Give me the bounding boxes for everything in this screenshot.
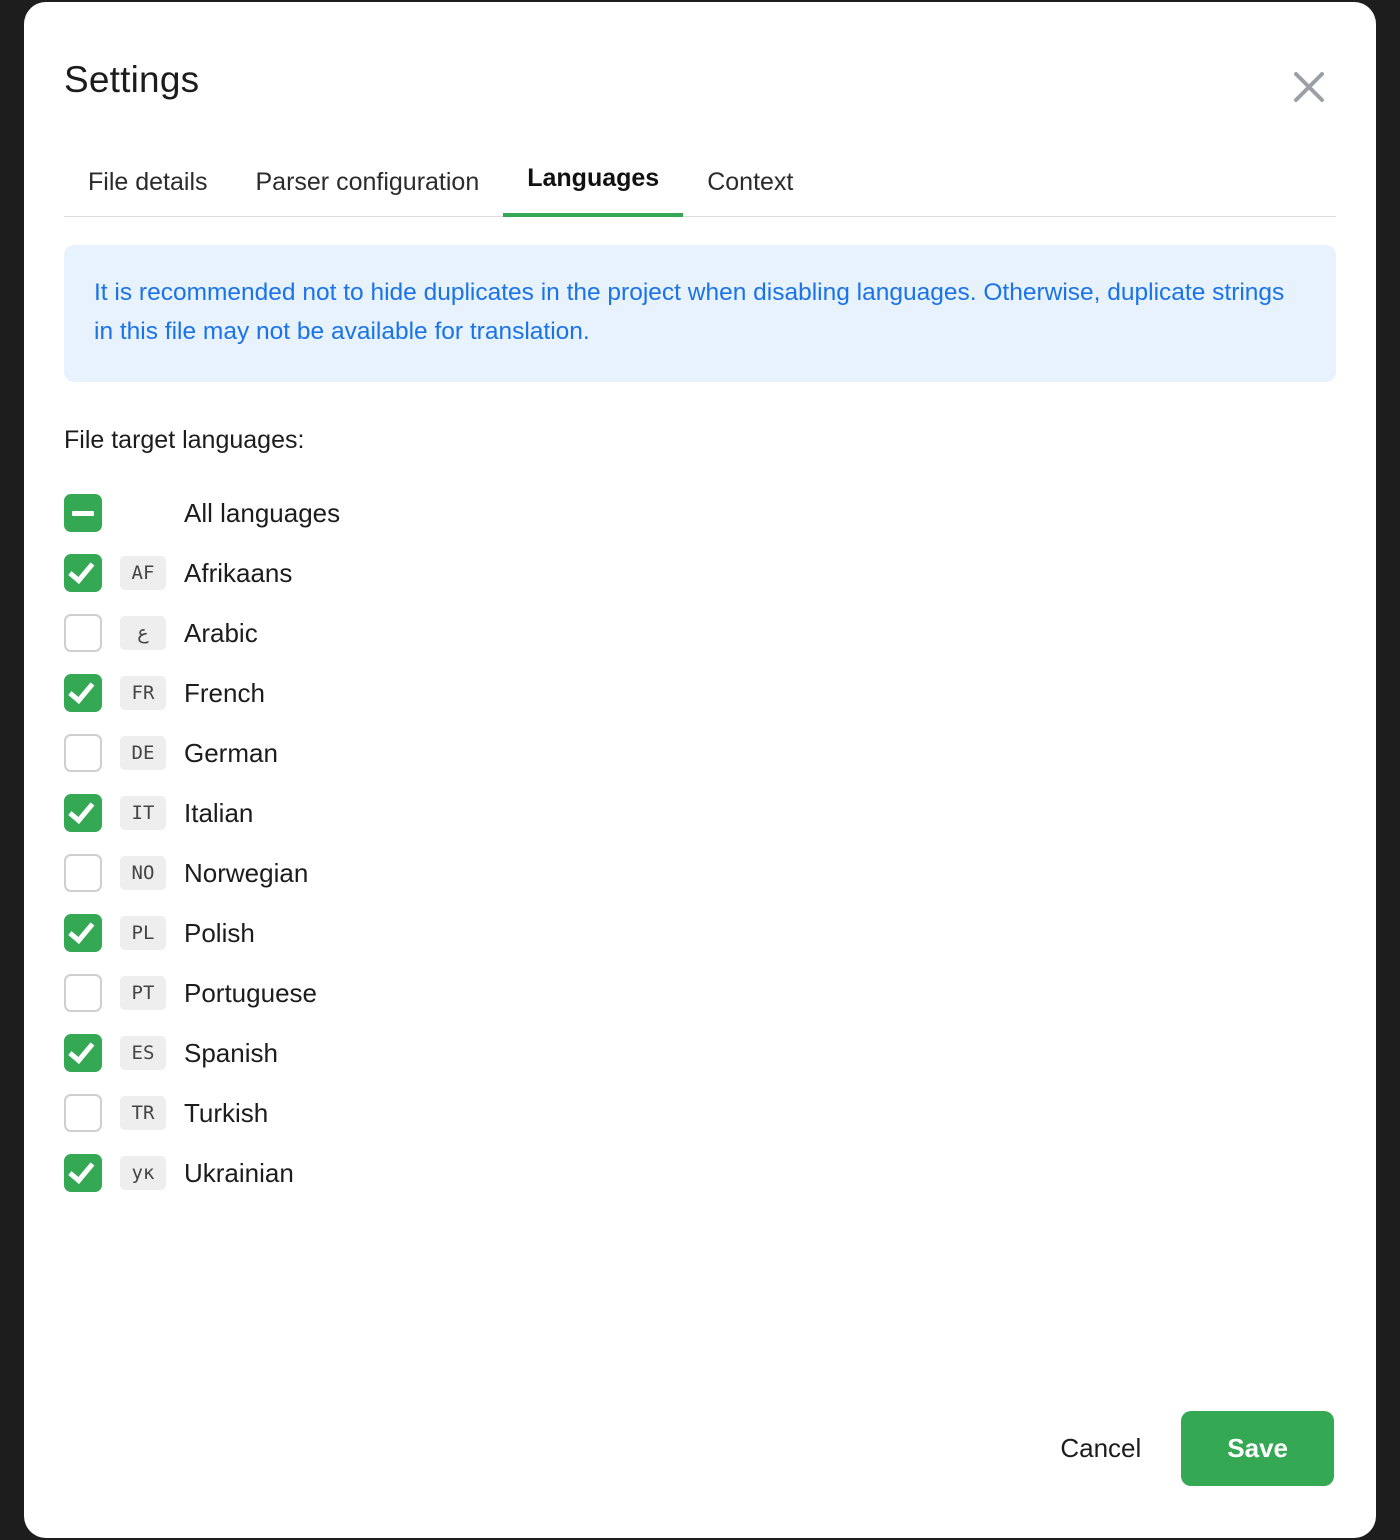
- language-code-badge: PT: [120, 976, 166, 1010]
- list-item-polish[interactable]: [64, 903, 1336, 963]
- save-button[interactable]: Save: [1181, 1411, 1334, 1486]
- checkbox-german[interactable]: [64, 734, 102, 772]
- tab-file-details[interactable]: File details: [64, 168, 232, 217]
- list-item-label: Norwegian: [184, 857, 309, 888]
- list-item-portuguese[interactable]: [64, 963, 1336, 1023]
- list-item-norwegian[interactable]: [64, 843, 1336, 903]
- language-code-badge: [120, 496, 166, 530]
- checkbox-french[interactable]: [64, 674, 102, 712]
- list-item-label: Spanish: [184, 1037, 278, 1068]
- list-item-label: Italian: [184, 797, 254, 828]
- checkbox-ukrainian[interactable]: [64, 1154, 102, 1192]
- language-code-badge: DE: [120, 736, 166, 770]
- language-list: [64, 483, 1336, 1203]
- list-item-french[interactable]: [64, 663, 1336, 723]
- language-code-badge: NO: [120, 856, 166, 890]
- close-icon[interactable]: [1286, 64, 1332, 110]
- settings-dialog: [24, 2, 1376, 1538]
- tab-parser-configuration[interactable]: Parser configuration: [232, 168, 504, 217]
- language-code-badge: ES: [120, 1036, 166, 1070]
- tab-bar: [64, 163, 1336, 217]
- dialog-header: [24, 2, 1376, 101]
- cancel-button[interactable]: Cancel: [1030, 1415, 1171, 1482]
- list-item-label: French: [184, 677, 265, 708]
- list-item-ukrainian[interactable]: [64, 1143, 1336, 1203]
- language-code-badge: IT: [120, 796, 166, 830]
- page-title: Settings: [64, 59, 200, 100]
- list-item-label: German: [184, 737, 278, 768]
- checkbox-spanish[interactable]: [64, 1034, 102, 1072]
- dialog-footer: [1030, 1411, 1334, 1486]
- list-item-label: All languages: [184, 497, 341, 528]
- list-item-label: Polish: [184, 917, 255, 948]
- list-item-italian[interactable]: [64, 783, 1336, 843]
- list-item-all-languages[interactable]: [64, 483, 1336, 543]
- list-item-label: Afrikaans: [184, 557, 293, 588]
- tab-context[interactable]: Context: [683, 168, 817, 217]
- language-code-badge: AF: [120, 556, 166, 590]
- checkbox-norwegian[interactable]: [64, 854, 102, 892]
- list-item-label: Turkish: [184, 1097, 269, 1128]
- checkbox-afrikaans[interactable]: [64, 554, 102, 592]
- list-item-label: Arabic: [184, 617, 258, 648]
- checkbox-portuguese[interactable]: [64, 974, 102, 1012]
- checkbox-italian[interactable]: [64, 794, 102, 832]
- language-code-badge: TR: [120, 1096, 166, 1130]
- checkbox-all-languages[interactable]: [64, 494, 102, 532]
- list-item-label: Portuguese: [184, 977, 317, 1008]
- list-item-turkish[interactable]: [64, 1083, 1336, 1143]
- language-code-badge: FR: [120, 676, 166, 710]
- file-target-languages-label: File target languages:: [64, 426, 305, 455]
- language-code-badge: ук: [120, 1156, 166, 1190]
- list-item-label: Ukrainian: [184, 1157, 294, 1188]
- language-code-badge: ع: [120, 616, 166, 650]
- tab-languages[interactable]: Languages: [503, 164, 683, 217]
- language-code-badge: PL: [120, 916, 166, 950]
- list-item-afrikaans[interactable]: [64, 543, 1336, 603]
- list-item-spanish[interactable]: [64, 1023, 1336, 1083]
- checkbox-arabic[interactable]: [64, 614, 102, 652]
- checkbox-polish[interactable]: [64, 914, 102, 952]
- checkbox-turkish[interactable]: [64, 1094, 102, 1132]
- list-item-german[interactable]: [64, 723, 1336, 783]
- list-item-arabic[interactable]: [64, 603, 1336, 663]
- info-banner: It is recommended not to hide duplicates in the project when disabling languages. Otherwise, duplicate strings in this file may not be available for translation.: [64, 245, 1336, 382]
